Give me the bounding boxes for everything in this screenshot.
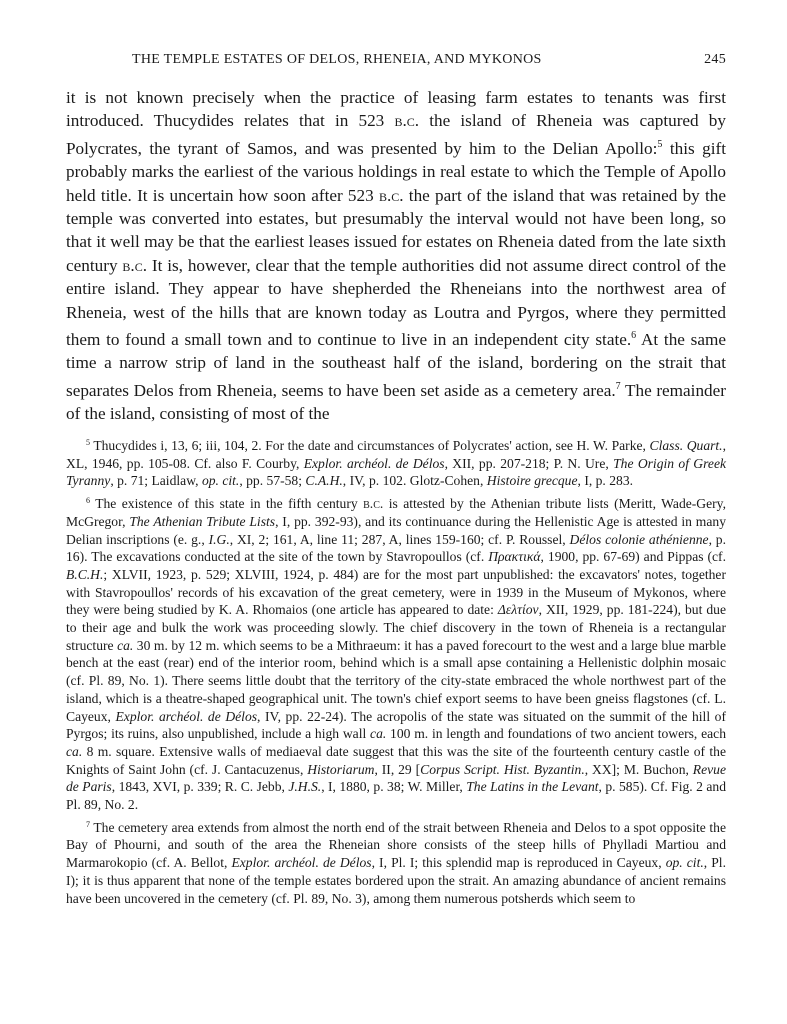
- footnotes: [66, 434, 726, 909]
- running-header: [66, 52, 726, 72]
- text-run: , I, Pl. I; this splendid map is reproduced in Cayeux,: [371, 855, 666, 871]
- italic-title: Histoire grecque: [486, 473, 578, 489]
- italic-title: The Latins in the Levant: [466, 779, 599, 795]
- text-run: , XII, 1929, pp. 181-224), but due to their age and bulk the work was proceeding slowly. The chief discovery in the town of Rheneia is a rectangular structure: [66, 602, 726, 653]
- footnote-7: [66, 816, 726, 908]
- text-run: the part of the island that was retained by the temple was converted into estates, but presumably the interval would not have been long, so that it well may be that the earliest leases issued for estates on Rheneia dated from the late sixth century: [66, 185, 727, 275]
- italic-title: The Origin of Greek Tyranny: [66, 455, 727, 489]
- main-text: [66, 86, 726, 426]
- text-run: 8 m. square. Extensive walls of mediaeval date suggest that this was the site of the fourteenth century castle of the Knights of Saint John (cf. J. Cantacuzenus,: [66, 743, 726, 777]
- text-run: , XI, 2; 161, A, line 11; 287, A, lines 159-160; cf. P. Roussel,: [229, 531, 570, 547]
- text-run: 30 m. by 12 m. which seems to be a Mithraeum: it has a paved forecourt to the west and a large blue marble bench at the east (rear) end of the interior room, behind which is a small apse containing a Hellenistic dolphin mosaic (cf. Pl. 89, No. 1). There seems little doubt that the territory of the city-state embraced the whole northwest part of the island, which is a theatre-shaped geographical unit. The town's chief export seems to have been gneiss flagstones (cf. L. Cayeux,: [66, 637, 726, 724]
- era-abbrev: b.c.: [378, 185, 404, 205]
- text-run: It is, however, clear that the temple authorities did not assume direct control of the entire island. They appear to have shepherded the Rheneians into the northwest area of Rheneia, west of the hills that are known today as Loutra and Pyrgos, where they permitted them to found a small town and to continue to live in an independent city state.: [66, 255, 726, 350]
- text-run: At the same time a narrow strip of land in the southeast half of the island, bordering on the strait that separates Delos from Rheneia, seems to have been set aside as a cemetery area.: [66, 330, 726, 400]
- era-abbrev: b.c.: [122, 255, 148, 275]
- text-run: , IV, p. 102. Glotz-Cohen,: [342, 473, 487, 489]
- text-run: , Pl. I); it is thus apparent that none of the temple estates bordered upon the strait. An amazing abundance of ancient remains have been uncovered in the cemetery (cf. Pl. 89, No. 3), among them numerous potsherds which seem to: [66, 855, 726, 906]
- italic-title: I.G.: [208, 531, 230, 547]
- text-run: Thucydides i, 13, 6; iii, 104, 2. For the date and circumstances of Polycrates' action, see H. W. Parke,: [90, 438, 650, 453]
- text-run: this gift probably marks the earliest of the various holdings in real estate to which the Temple of Apollo held title. It is uncertain how soon after 523: [66, 138, 726, 205]
- text-run: , 1843, XVI, p. 339; R. C. Jebb,: [111, 779, 289, 795]
- footnote-number: 5: [86, 438, 90, 447]
- italic-title: J.H.S.: [288, 779, 322, 795]
- footnote-number: 6: [86, 496, 90, 506]
- text-run: the island of Rheneia was captured by Polycrates, the tyrant of Samos, and was presented by him to the Delian Apollo:: [66, 111, 726, 158]
- text-run: , p. 71; Laidlaw,: [110, 473, 202, 489]
- era-abbrev: b.c.: [363, 496, 384, 512]
- italic-title: op. cit.: [201, 473, 240, 489]
- footnote-ref-5[interactable]: 5: [657, 138, 663, 150]
- italic-title: Revue de Paris: [66, 761, 726, 795]
- text-run: The remainder of the island, consisting of most of the: [66, 380, 726, 424]
- text-run: 100 m. in length and foundations of two ancient towers, each: [386, 726, 726, 742]
- italic-title: Explor. archéol. de Délos: [231, 855, 372, 871]
- text-run: , XL, 1946, pp. 105-08. Cf. also F. Courby,: [66, 438, 726, 471]
- italic-abbrev: ca.: [66, 743, 83, 759]
- text-run: , p. 16). The excavations conducted at the site of the town by Stavropoullos (cf.: [66, 531, 727, 565]
- text-run: , II, 29 [: [374, 761, 421, 777]
- text-run: , 1900, pp. 67-69) and Pippas (cf.: [540, 549, 726, 565]
- italic-title: Explor. archéol. de Délos: [115, 708, 258, 724]
- page-number: 245: [704, 52, 726, 67]
- era-abbrev: b.c.: [394, 111, 420, 131]
- italic-title: Πρακτικά: [488, 549, 541, 565]
- italic-title: Class. Quart.: [649, 438, 723, 453]
- text-run: , XII, pp. 207-218; P. N. Ure,: [444, 455, 614, 471]
- italic-title: B.C.H.: [66, 566, 104, 582]
- body-paragraph: [66, 86, 726, 426]
- footnote-5: [66, 434, 726, 490]
- italic-title: The Athenian Tribute Lists: [129, 513, 276, 529]
- footnote-6: [66, 492, 726, 814]
- text-run: , I, p. 283.: [577, 473, 634, 489]
- text-run: , I, pp. 392-93), and its continuance during the Hellenistic Age is attested in many Delian inscriptions (e. g.,: [66, 513, 727, 547]
- text-run: ; XLVII, 1923, p. 529; XLVIII, 1924, p. 484) are for the most part unpublished: the excavators' notes, together with Stavropoullos' records of his excavation of the great cemetery, were in 1939 in the Museum of Mykonos, where they were being studied by K. A. Rhomaios (one article has appeared to date:: [66, 566, 726, 618]
- footnote-number: 7: [86, 819, 90, 829]
- italic-title: Explor. archéol. de Délos: [303, 455, 445, 471]
- footnote-ref-7[interactable]: 7: [615, 380, 621, 392]
- italic-title: Délos colonie athénienne: [569, 531, 709, 547]
- italic-abbrev: ca.: [117, 637, 134, 653]
- text-run: The cemetery area extends from almost the north end of the strait between Rheneia and Delos to a spot opposite the Bay of Phourni, and south of the area the Rheneian shore consists of the steep hills of Phylladi Martiou and Marmarokopio (cf. A. Bellot,: [66, 819, 726, 871]
- italic-title: Δελτίον: [497, 602, 539, 618]
- text-run: it is not known precisely when the practice of leasing farm estates to tenants was first introduced. Thucydides relates that in 523: [66, 88, 726, 131]
- text-run: , IV, pp. 22-24). The acropolis of the state was situated on the summit of the hill of Pyrgos; its ruins, also unpublished, include a high wall: [66, 708, 726, 742]
- italic-title: Historiarum: [307, 761, 375, 777]
- text-run: is attested by the Athenian tribute lists (Meritt, Wade-Gery, McGregor,: [66, 496, 726, 529]
- italic-title: Corpus Script. Hist. Byzantin.: [420, 761, 585, 777]
- text-run: , p. 585). Cf. Fig. 2 and Pl. 89, No. 2.: [66, 779, 726, 813]
- text-run: , I, 1880, p. 38; W. Miller,: [321, 779, 467, 795]
- italic-abbrev: ca.: [370, 726, 387, 742]
- italic-title: op. cit.: [665, 855, 704, 871]
- text-run: The existence of this state in the fifth century: [90, 496, 364, 512]
- text-run: , pp. 57-58;: [239, 473, 306, 489]
- running-title: THE TEMPLE ESTATES OF DELOS, RHENEIA, AND MYKONOS: [132, 52, 542, 67]
- footnote-ref-6[interactable]: 6: [631, 330, 637, 342]
- text-run: , XX]; M. Buchon,: [584, 761, 693, 777]
- italic-title: C.A.H.: [305, 473, 343, 489]
